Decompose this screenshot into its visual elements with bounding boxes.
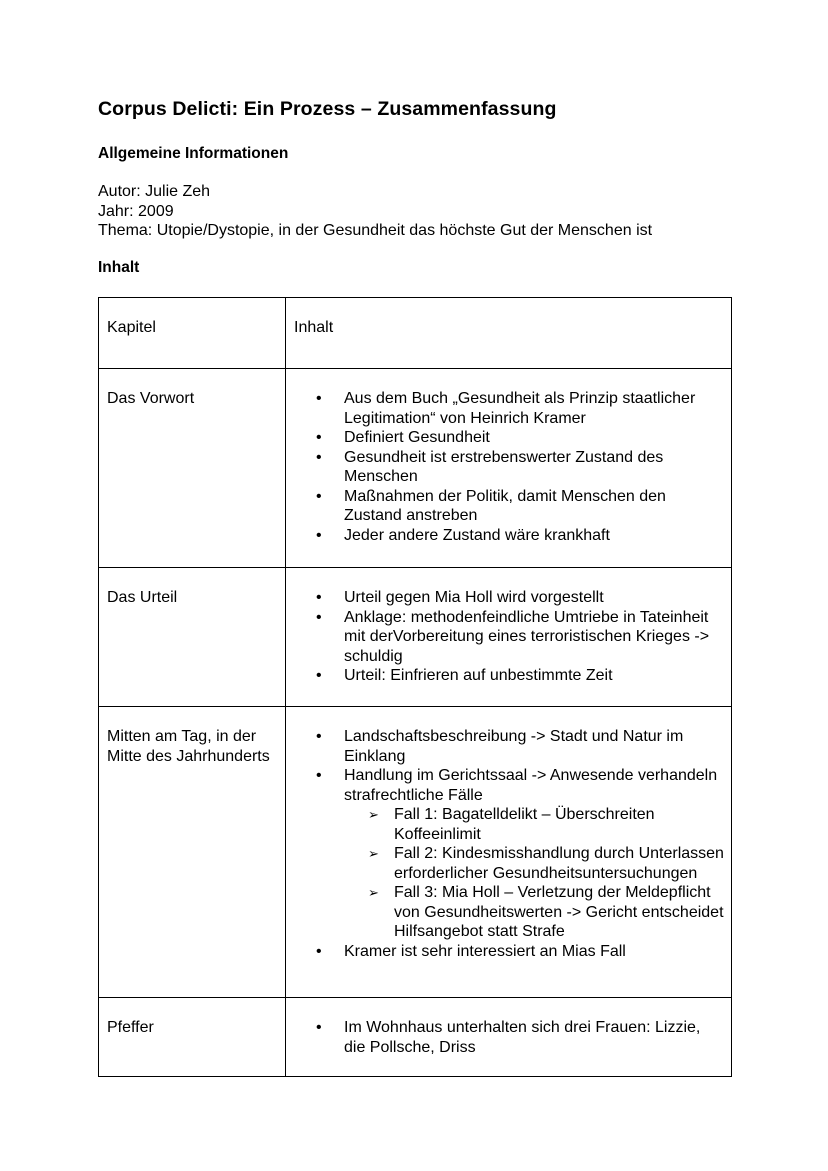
chapter-cell: Pfeffer <box>99 998 286 1077</box>
table-row <box>99 707 732 998</box>
content-cell <box>286 707 732 998</box>
list-item: • Urteil: Einfrieren auf unbestimmte Zeit <box>294 666 725 686</box>
content-heading: Inhalt <box>98 259 140 276</box>
list-item: • Anklage: methodenfeindliche Umtriebe in Tateinheit mit derVorbereitung eines terroristischen Krieges -> schuldig <box>294 608 725 667</box>
list-item-text: Handlung im Gerichtssaal -> Anwesende verhandeln strafrechtliche Fälle <box>344 767 718 804</box>
chapter-cell: Das Vorwort <box>99 369 286 568</box>
table-row <box>99 568 732 707</box>
list-item <box>294 766 725 942</box>
sub-list-item: ➢ Fall 1: Bagatelldelikt – Überschreiten Koffeeinlimit <box>344 805 725 844</box>
header-chapter: Kapitel <box>99 298 286 369</box>
chapter-cell: Das Urteil <box>99 568 286 707</box>
chapter-cell: Mitten am Tag, in der Mitte des Jahrhunderts <box>99 707 286 998</box>
sub-list <box>344 805 725 942</box>
theme-line: Thema: Utopie/Dystopie, in der Gesundheit das höchste Gut der Menschen ist <box>98 222 653 239</box>
list-item: • Jeder andere Zustand wäre krankhaft <box>294 526 725 546</box>
general-info-heading: Allgemeine Informationen <box>98 145 289 162</box>
sub-list-item: ➢ Fall 2: Kindesmisshandlung durch Unterlassen erforderlicher Gesundheitsuntersuchungen <box>344 844 725 883</box>
list-item: • Im Wohnhaus unterhalten sich drei Frauen: Lizzie, die Pollsche, Driss <box>294 1018 725 1057</box>
document-title: Corpus Delicti: Ein Prozess – Zusammenfassung <box>98 98 557 120</box>
table-row <box>99 369 732 568</box>
list-item: • Gesundheit ist erstrebenswerter Zustand des Menschen <box>294 448 725 487</box>
list-item: • Maßnahmen der Politik, damit Menschen den Zustand anstreben <box>294 487 725 526</box>
list-item: • Aus dem Buch „Gesundheit als Prinzip staatlicher Legitimation“ von Heinrich Kramer <box>294 389 725 428</box>
general-info <box>98 182 652 241</box>
table-header-row <box>99 298 732 369</box>
list-item: • Urteil gegen Mia Holl wird vorgestellt <box>294 588 725 608</box>
content-cell <box>286 568 732 707</box>
table-row <box>99 998 732 1077</box>
content-cell <box>286 369 732 568</box>
content-cell <box>286 998 732 1077</box>
author-line: Autor: Julie Zeh <box>98 183 211 200</box>
sub-list-item: ➢ Fall 3: Mia Holl – Verletzung der Meldepflicht von Gesundheitswerten -> Gericht entscheidet Hilfsangebot statt Strafe <box>344 883 725 942</box>
list-item: • Kramer ist sehr interessiert an Mias Fall <box>294 942 725 962</box>
year-line: Jahr: 2009 <box>98 202 174 220</box>
list-item: • Definiert Gesundheit <box>294 428 725 448</box>
list-item: • Landschaftsbeschreibung -> Stadt und Natur im Einklang <box>294 727 725 766</box>
header-content: Inhalt <box>286 298 732 369</box>
chapter-table <box>98 297 732 1077</box>
